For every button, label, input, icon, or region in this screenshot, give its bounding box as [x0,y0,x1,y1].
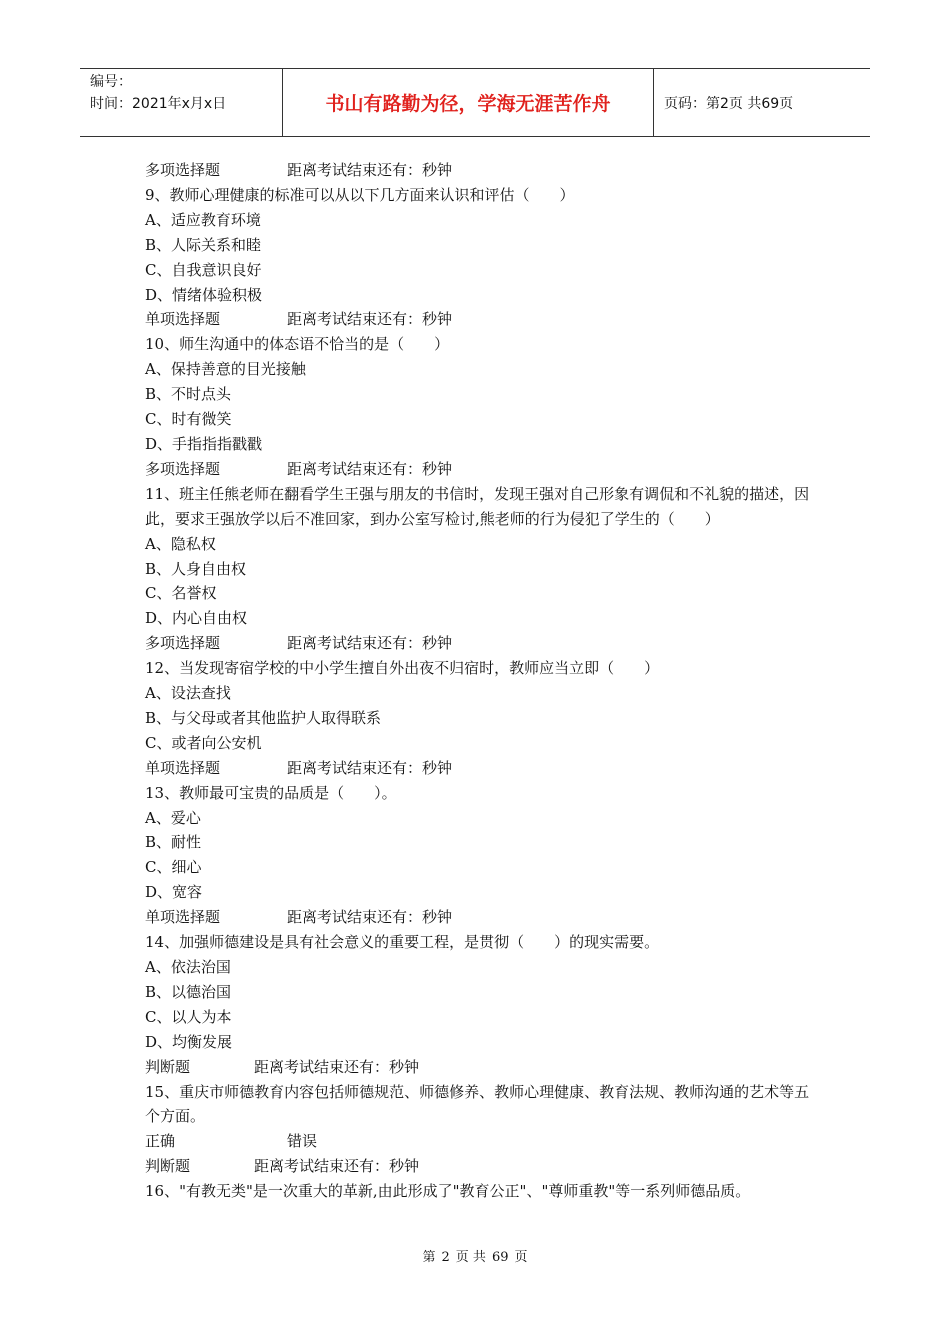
option[interactable]: C、以人为本 [145,1007,232,1026]
question-type: 单项选择题 [145,758,221,777]
question-type: 多项选择题 [145,161,221,179]
option[interactable]: B、耐性 [145,833,202,852]
option[interactable]: A、保持善意的目光接触 [145,360,306,379]
header-page-info: 页码：第2页 共69页 [664,95,794,112]
option[interactable]: B、人际关系和睦 [145,235,262,254]
option[interactable]: D、宽容 [145,883,203,902]
number-label: 编号： [90,74,132,90]
question-type-row [145,905,810,930]
option[interactable]: D、内心自由权 [145,609,248,628]
exam-timer: 距离考试结束还有：秒钟 [287,161,453,179]
exam-timer: 距离考试结束还有：秒钟 [287,908,453,927]
footer-suffix: 页 [514,1250,528,1265]
footer-page-number: 2 [441,1250,450,1265]
footer-prefix: 第 [422,1250,436,1265]
option[interactable]: D、情绪体验积极 [145,285,263,304]
question-type: 单项选择题 [145,908,221,927]
question-type: 多项选择题 [145,634,221,653]
exam-timer: 距离考试结束还有：秒钟 [287,310,453,329]
option[interactable]: A、隐私权 [145,534,216,553]
option[interactable]: C、细心 [145,858,202,877]
false-option[interactable]: 错误 [287,1132,318,1151]
question-type-row [145,1154,810,1179]
question-type: 判断题 [145,1157,191,1176]
exam-timer: 距离考试结束还有：秒钟 [287,758,453,777]
header-meta [80,69,283,136]
footer-total-pages: 69 [491,1250,509,1265]
question-type-row [145,631,810,656]
option[interactable]: A、依法治国 [145,958,231,976]
question-type: 多项选择题 [145,459,221,478]
option[interactable]: C、自我意识良好 [145,260,262,279]
question-type-row [145,756,810,781]
question-content [145,158,810,1204]
footer-mid: 页 共 [455,1250,486,1265]
question-stem: 14、加强师德建设是具有社会意义的重要工程，是贯彻（ ）的现实需要。 [145,933,660,952]
exam-timer: 距离考试结束还有：秒钟 [287,459,453,478]
question-stem: 9、教师心理健康的标准可以从以下几方面来认识和评估（ ） [145,185,575,204]
question-stem: 16、"有教无类"是一次重大的革新,由此形成了"教育公正"、"尊师重教"等一系列师德品质。 [145,1182,751,1201]
option[interactable]: D、手指指指戳戳 [145,434,263,453]
exam-timer: 距离考试结束还有：秒钟 [254,1157,420,1176]
question-stem: 13、教师最可宝贵的品质是（ ）。 [145,783,397,802]
option[interactable]: D、均衡发展 [145,1032,233,1051]
header-motto: 书山有路勤为径，学海无涯苦作舟 [283,69,654,136]
option[interactable]: B、不时点头 [145,385,232,404]
question-type-row [145,158,810,183]
option[interactable]: A、爱心 [145,808,201,827]
exam-timer: 距离考试结束还有：秒钟 [254,1057,420,1076]
exam-timer: 距离考试结束还有：秒钟 [287,634,453,653]
page-header [80,68,870,137]
question-type-row [145,307,810,332]
option[interactable]: A、适应教育环境 [145,210,261,229]
option[interactable]: A、设法查找 [145,684,231,703]
option[interactable]: C、或者向公安机 [145,733,262,752]
option[interactable]: C、名誉权 [145,584,217,603]
true-option[interactable]: 正确 [145,1132,176,1151]
question-stem: 15、重庆市师德教育内容包括师德规范、师德修养、教师心理健康、教育法规、教师沟通的艺术等五个方面。 [145,1082,810,1126]
judge-options [145,1129,810,1154]
question-stem: 10、师生沟通中的体态语不恰当的是（ ） [145,335,450,354]
question-type-row [145,1055,810,1080]
option[interactable]: B、以德治国 [145,982,232,1001]
question-type-row [145,457,810,482]
option[interactable]: C、时有微笑 [145,410,232,429]
question-type: 判断题 [145,1057,191,1076]
question-stem: 11、班主任熊老师在翻看学生王强与朋友的书信时，发现王强对自己形象有调侃和不礼貌的描述，因此，要求王强放学以后不准回家，到办公室写检讨,熊老师的行为侵犯了学生的（ ） [145,484,810,528]
option[interactable]: B、人身自由权 [145,559,247,578]
page-footer [0,1246,950,1265]
question-stem: 12、当发现寄宿学校的中小学生擅自外出夜不归宿时，教师应当立即（ ） [145,659,660,678]
time-label: 时间：2021年x月x日 [90,96,227,112]
option[interactable]: B、与父母或者其他监护人取得联系 [145,708,382,727]
question-type: 单项选择题 [145,310,221,329]
